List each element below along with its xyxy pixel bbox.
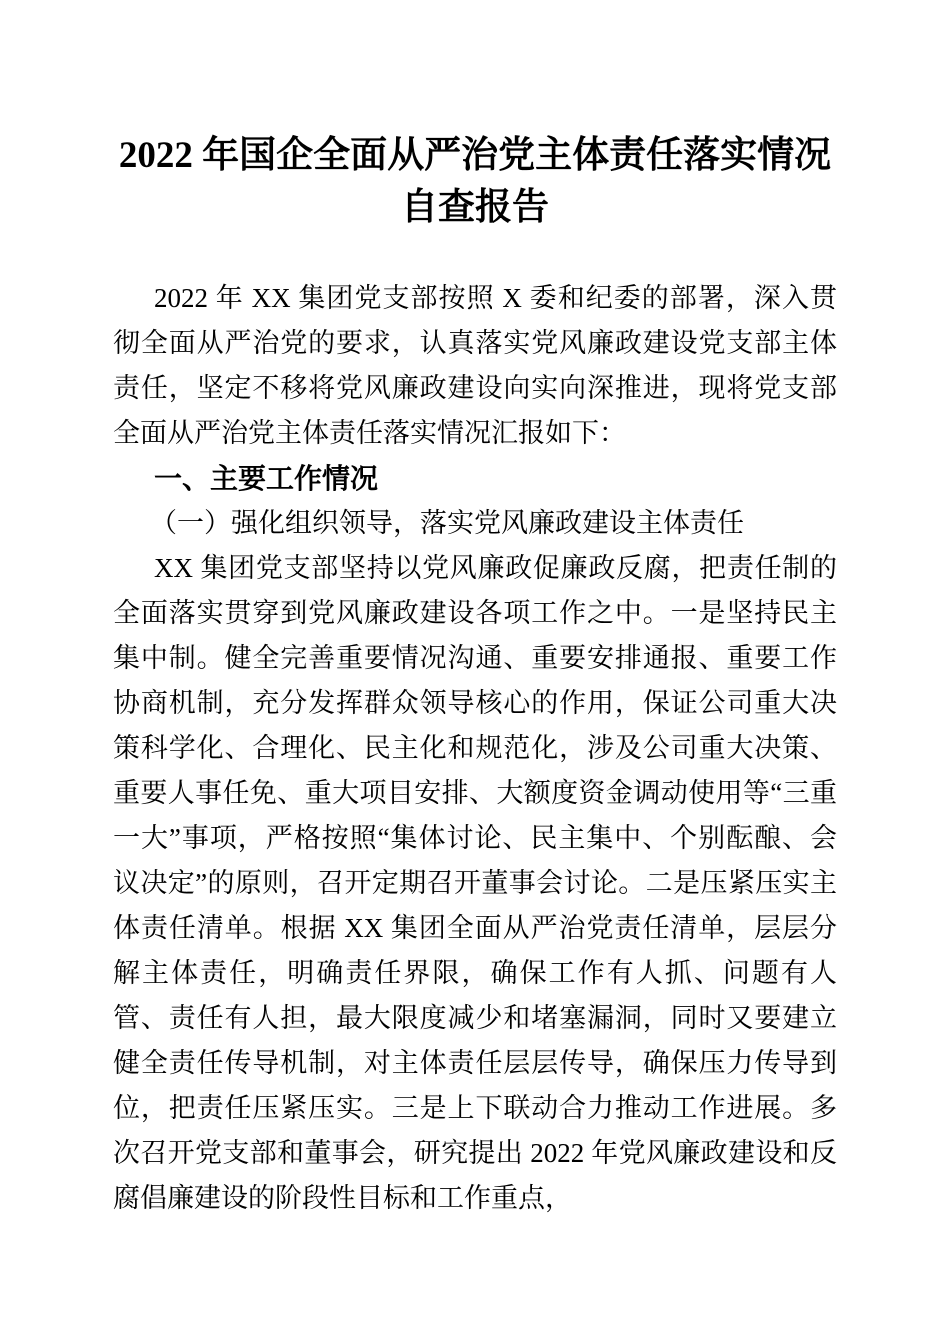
document-body	[113, 276, 837, 1221]
section-heading: 一、主要工作情况	[154, 463, 379, 494]
paragraph: XX 集团党支部坚持以党风廉政促廉政反腐，把责任制的全面落实贯穿到党风廉政建设各项工作之中。一是坚持民主集中制。健全完善重要情况沟通、重要安排通报、重要工作协商机制，充分发挥群众领导核心的作用，保证公司重大决策科学化、合理化、民主化和规范化，涉及公司重大决策、重要人事任免、重大项目安排、大额度资金调动使用等“三重一大”事项，严格按照“集体讨论、民主集中、个别酝酿、会议决定”的原则，召开定期召开董事会讨论。二是压紧压实主体责任清单。根据 XX 集团全面从严治党责任清单，层层分解主体责任，明确责任界限，确保工作有人抓、问题有人管、责任有人担，最大限度减少和堵塞漏洞，同时又要建立健全责任传导机制，对主体责任层层传导，确保压力传导到位，把责任压紧压实。三是上下联动合力推动工作进展。多次召开党支部和董事会，研究提出 2022 年党风廉政建设和反腐倡廉建设的阶段性目标和工作重点，	[113, 553, 837, 1213]
paragraph: 2022 年 XX 集团党支部按照 X 委和纪委的部署，深入贯彻全面从严治党的要求，认真落实党风廉政建设党支部主体责任，坚定不移将党风廉政建设向实向深推进，现将党支部全面从严治党主体责任落实情况汇报如下：	[113, 283, 837, 448]
document-title: 2022 年国企全面从严治党主体责任落实情况自查报告	[118, 135, 832, 228]
subsection-heading: （一）强化组织领导，落实党风廉政建设主体责任	[150, 508, 744, 538]
